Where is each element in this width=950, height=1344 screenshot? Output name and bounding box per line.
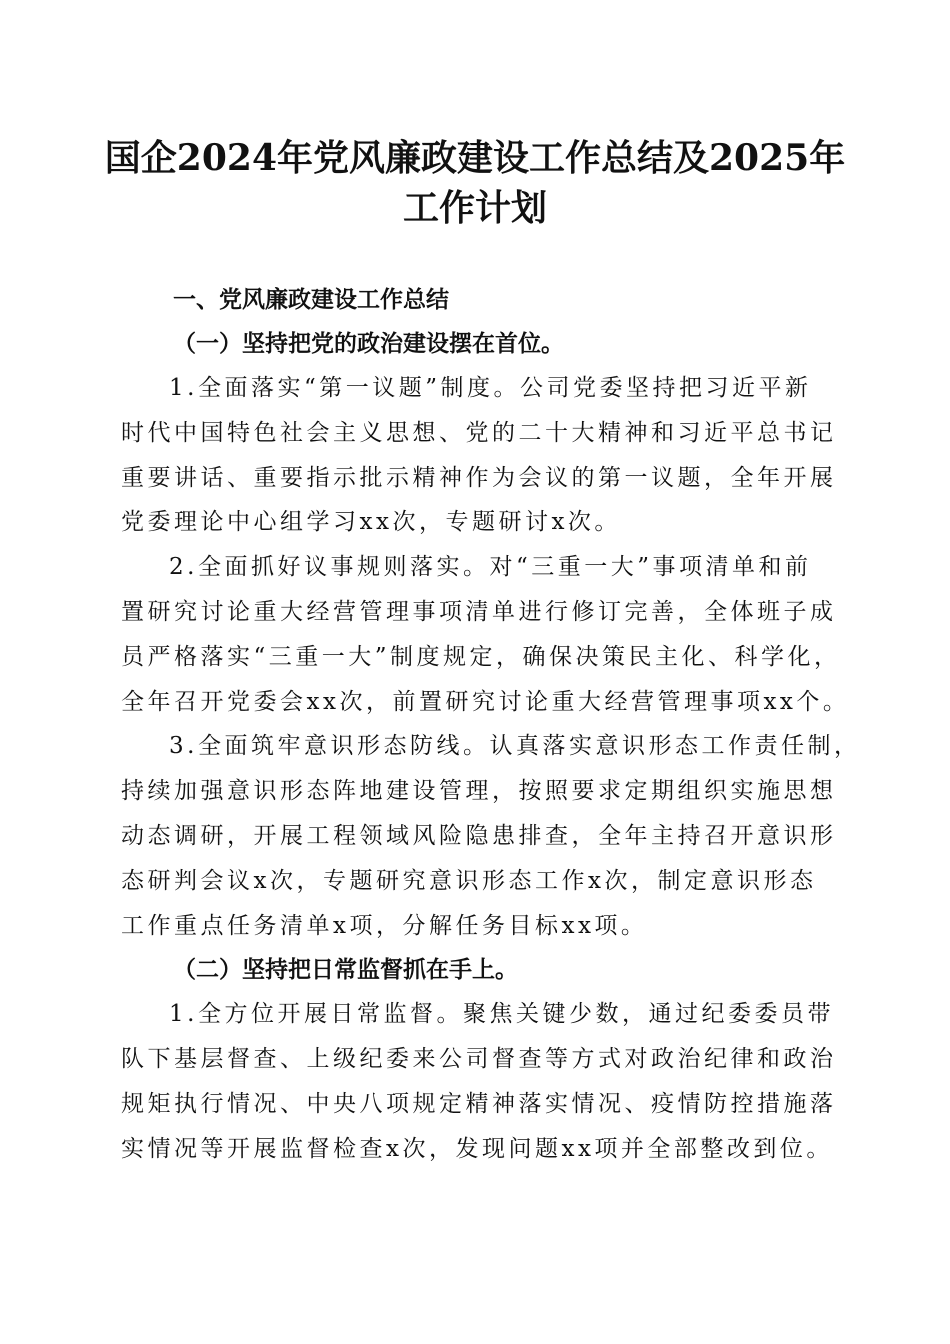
paragraph-line: 动态调研，开展工程领域风险隐患排查，全年主持召开意识形 xyxy=(121,822,837,849)
document-title xyxy=(100,133,850,233)
document-body xyxy=(121,278,861,1172)
paragraph-line: 重要讲话、重要指示批示精神作为会议的第一议题，全年开展 xyxy=(121,464,837,491)
paragraph-line: 态研判会议x次，专题研究意识形态工作x次，制定意识形态 xyxy=(121,867,817,894)
paragraph-line: 党委理论中心组学习xx次，专题研讨x次。 xyxy=(121,509,621,536)
paragraph-line: 置研究讨论重大经营管理事项清单进行修订完善，全体班子成 xyxy=(121,598,837,625)
subsection-heading-2: （二）坚持把日常监督抓在手上。 xyxy=(173,957,518,984)
paragraph-line: 3.全面筑牢意识形态防线。认真落实意识形态工作责任制， xyxy=(169,733,861,760)
paragraph-1-2 xyxy=(121,545,850,724)
paragraph-1-3 xyxy=(121,724,861,948)
paragraph-line: 全年召开党委会xx次，前置研究讨论重大经营管理事项xx个。 xyxy=(121,688,850,715)
paragraph-line: 员严格落实“三重一大”制度规定，确保决策民主化、科学化， xyxy=(121,643,841,670)
paragraph-line: 队下基层督查、上级纪委来公司督查等方式对政治纪律和政治 xyxy=(121,1046,837,1073)
paragraph-line: 1.全方位开展日常监督。聚焦关键少数，通过纪委委员带 xyxy=(169,1001,834,1028)
paragraph-line: 持续加强意识形态阵地建设管理，按照要求定期组织实施思想 xyxy=(121,778,837,805)
paragraph-1-1 xyxy=(121,366,837,545)
section-heading-1: 一、党风廉政建设工作总结 xyxy=(173,287,449,313)
paragraph-2-1 xyxy=(121,992,837,1171)
paragraph-line: 工作重点任务清单x项，分解任务目标xx项。 xyxy=(121,912,648,939)
paragraph-line: 实情况等开展监督检查x次，发现问题xx项并全部整改到位。 xyxy=(121,1135,833,1162)
document-title-line-1: 国企2024年党风廉政建设工作总结及2025年 xyxy=(104,137,846,179)
paragraph-line: 2.全面抓好议事规则落实。对“三重一大”事项清单和前 xyxy=(169,554,812,581)
subsection-heading-1: （一）坚持把党的政治建设摆在首位。 xyxy=(173,331,564,357)
paragraph-line: 1.全面落实“第一议题”制度。公司党委坚持把习近平新 xyxy=(169,375,812,401)
paragraph-line: 时代中国特色社会主义思想、党的二十大精神和习近平总书记 xyxy=(121,419,837,446)
document-title-line-2: 工作计划 xyxy=(402,187,547,229)
paragraph-line: 规矩执行情况、中央八项规定精神落实情况、疫情防控措施落 xyxy=(121,1090,837,1117)
